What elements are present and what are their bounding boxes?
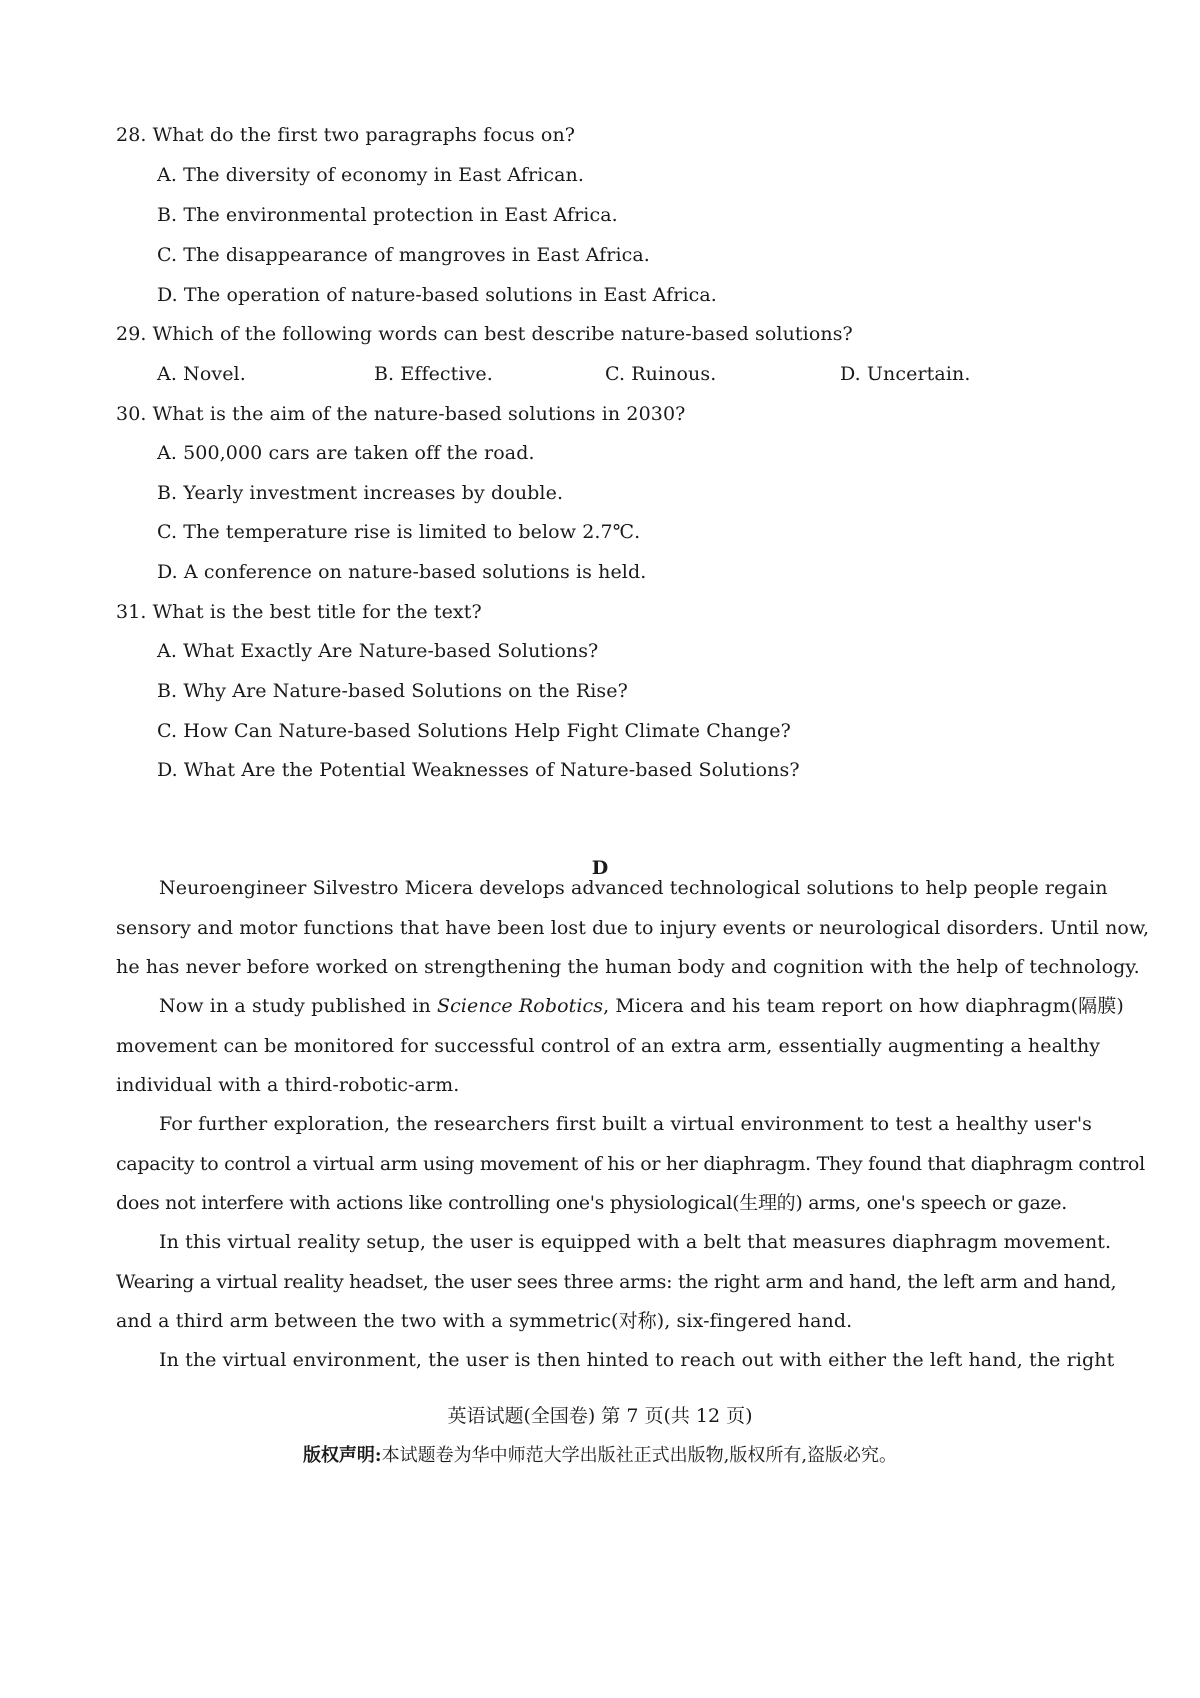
section-heading: D <box>591 857 609 879</box>
question-28-stem: 28. What do the first two paragraphs focus on? <box>116 124 576 146</box>
copyright-notice <box>0 1444 1200 1468</box>
question-28-option-a: A. The diversity of economy in East African. <box>157 164 585 186</box>
paragraph-3-line-1: For further exploration, the researchers first built a virtual environment to test a healthy user's <box>159 1113 1092 1135</box>
question-31-stem: 31. What is the best title for the text? <box>116 601 482 623</box>
question-31-option-a: A. What Exactly Are Nature-based Solutions? <box>157 640 599 662</box>
question-31-option-b: B. Why Are Nature-based Solutions on the Rise? <box>157 680 628 702</box>
question-28-option-c: C. The disappearance of mangroves in East Africa. <box>157 244 650 266</box>
paragraph-4-line-2: Wearing a virtual reality headset, the user sees three arms: the right arm and hand, the left arm and hand, <box>116 1271 1117 1293</box>
paragraph-4-line-1: In this virtual reality setup, the user is equipped with a belt that measures diaphragm movement. <box>159 1231 1112 1253</box>
paragraph-4-line-3: and a third arm between the two with a symmetric(对称), six-fingered hand. <box>116 1310 853 1332</box>
paragraph-2-line-2: movement can be monitored for successful control of an extra arm, essentially augmenting a healthy <box>116 1035 1101 1057</box>
journal-name: Science Robotics <box>436 995 604 1017</box>
paragraph-2-text-end: , Micera and his team report on how diaphragm(隔膜) <box>603 995 1124 1017</box>
paragraph-1-line-2: sensory and motor functions that have been lost due to injury events or neurological disorders. Until now, <box>116 917 1150 939</box>
copyright-label: 版权声明: <box>302 1445 382 1466</box>
question-28-option-b: B. The environmental protection in East Africa. <box>157 204 618 226</box>
paragraph-2-line-3: individual with a third-robotic-arm. <box>116 1074 460 1096</box>
question-29-option-c: C. Ruinous. <box>605 363 717 385</box>
question-30-option-b: B. Yearly investment increases by double. <box>157 482 564 504</box>
paragraph-1-line-1: Neuroengineer Silvestro Micera develops advanced technological solutions to help people regain <box>159 877 1108 899</box>
paragraph-5-line-1: In the virtual environment, the user is then hinted to reach out with either the left hand, the right <box>159 1349 1115 1371</box>
question-30-option-a: A. 500,000 cars are taken off the road. <box>157 442 535 464</box>
question-30-stem: 30. What is the aim of the nature-based solutions in 2030? <box>116 403 686 425</box>
page-number-label: 英语试题(全国卷) 第 7 页(共 12 页) <box>447 1405 753 1427</box>
question-29-option-b: B. Effective. <box>374 363 493 385</box>
paragraph-2-line-1 <box>159 994 1124 1018</box>
question-29-stem: 29. Which of the following words can best describe nature-based solutions? <box>116 323 853 345</box>
copyright-text: 本试题卷为华中师范大学出版社正式出版物,版权所有,盗版必究。 <box>381 1445 898 1466</box>
paragraph-1-line-3: he has never before worked on strengthening the human body and cognition with the help of technology. <box>116 956 1140 978</box>
question-30-option-c: C. The temperature rise is limited to below 2.7℃. <box>157 521 641 543</box>
question-31-option-d: D. What Are the Potential Weaknesses of Nature-based Solutions? <box>157 759 800 781</box>
question-29-options-row <box>0 362 1200 386</box>
question-29-option-a: A. Novel. <box>157 363 246 385</box>
paragraph-3-line-2: capacity to control a virtual arm using movement of his or her diaphragm. They found that diaphragm control <box>116 1153 1145 1175</box>
question-29-option-d: D. Uncertain. <box>840 363 971 385</box>
paragraph-3-line-3: does not interfere with actions like controlling one's physiological(生理的) arms, one's speech or gaze. <box>116 1192 1067 1214</box>
question-30-option-d: D. A conference on nature-based solutions is held. <box>157 561 647 583</box>
question-28-option-d: D. The operation of nature-based solutions in East Africa. <box>157 284 717 306</box>
question-31-option-c: C. How Can Nature-based Solutions Help Fight Climate Change? <box>157 720 791 742</box>
paragraph-2-text-start: Now in a study published in <box>159 995 437 1017</box>
